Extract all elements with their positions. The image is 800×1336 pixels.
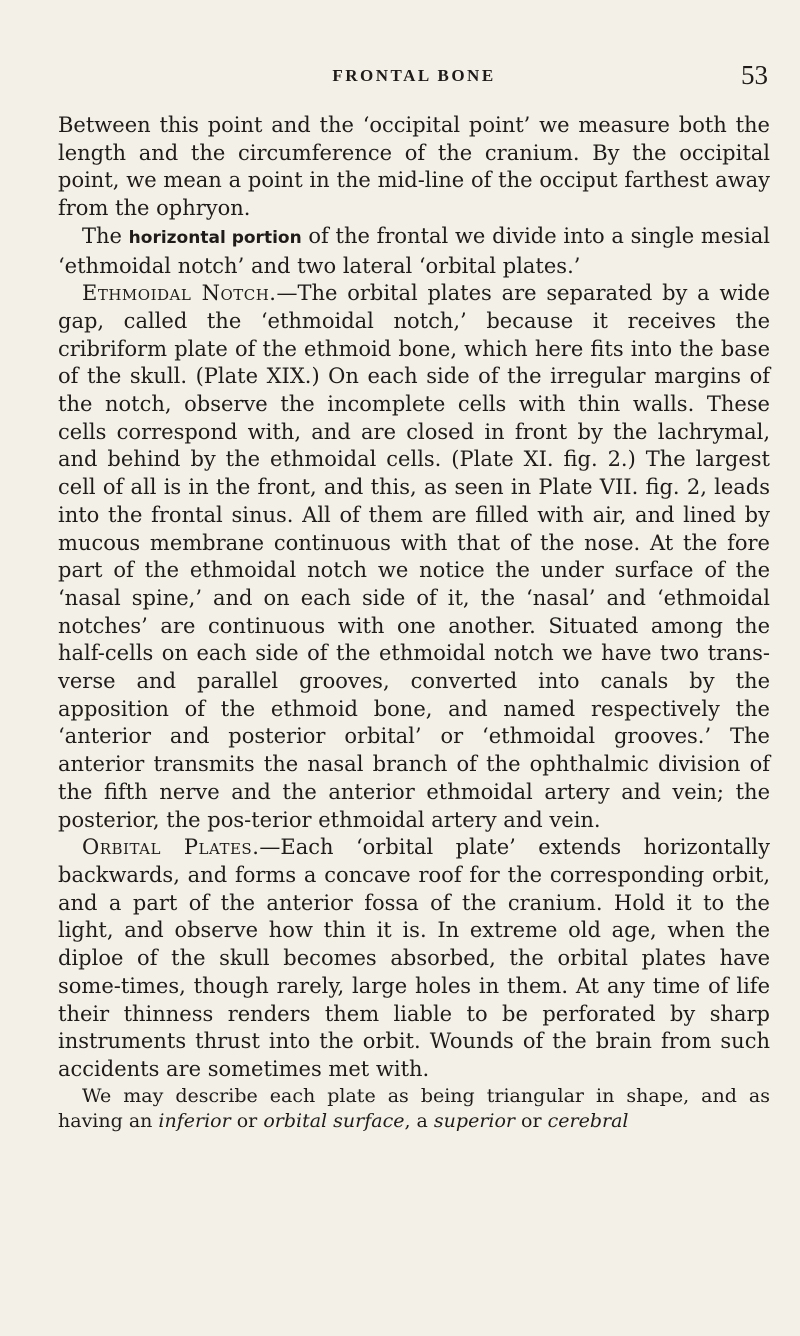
page-number: 53 — [741, 60, 768, 90]
body-text — [58, 112, 770, 1134]
paragraph-text: —The orbital plates are separated by a wide gap, called the ‘ethmoidal notch,’ because it receives the cribriform plate of the ethmoid bone, which here fits into the base of the skull. (Plate XIX.) On each side of the irregular margins of the notch, observe the incomplete cells with thin walls. These cells correspond with, and are closed in front by the lachrymal, and behind by the ethmoidal cells. (Plate XI. fig. 2.) The largest cell of all is in the front, and this, as seen in Plate VII. fig. 2, leads into the frontal sinus. All of them are filled with air, and lined by mucous membrane continuous with that of the nose. At the fore part of the ethmoidal notch we notice the under surface of the ‘nasal spine,’ and on each side of it, the ‘nasal’ and ‘ethmoidal notches’ are continuous with one another. Situated among the half-cells on each side of the ethmoidal notch we have two trans-verse and parallel grooves, converted into canals by the apposition of the ethmoid bone, and named respectively the ‘anterior and posterior orbital’ or ‘ethmoidal grooves.’ The anterior transmits the nasal branch of the ophthalmic division of the fifth nerve and the anterior ethmoidal artery and vein; the posterior, the pos-terior ethmoidal artery and vein. — [58, 281, 771, 832]
section-lead-ethmoidal-notch: Ethmoidal Notch. — [82, 281, 277, 306]
term-horizontal-portion: horizontal portion — [128, 227, 302, 248]
paragraph-plate-shape — [58, 1084, 770, 1135]
paragraph-text: The — [82, 223, 129, 248]
italic-term: superior — [433, 1110, 515, 1133]
paragraph-text: or — [230, 1110, 264, 1133]
paragraph-orbital-plates — [58, 834, 770, 1083]
paragraph-text: or — [515, 1110, 548, 1133]
italic-term: cerebral — [547, 1110, 629, 1133]
section-lead-orbital-plates: Orbital Plates. — [82, 835, 260, 860]
running-title: FRONTAL BONE — [332, 66, 496, 85]
paragraph-text: of the frontal we divide into a single mesial ‘ethmoidal notch’ and two lateral ‘orbital plates.’ — [58, 223, 771, 278]
paragraph-ethmoidal-notch — [58, 280, 770, 834]
running-head — [60, 60, 768, 96]
paragraph-text: —Each ‘orbital plate’ extends horizontally backwards, and forms a concave roof for the corresponding orbit, and a part of the anterior fossa of the cranium. Hold it to the light, and observe how thin it is. In extreme old age, when the diploe of the skull becomes absorbed, the orbital plates have some-times, though rarely, large holes in them. At any time of life their thinness renders them liable to be perforated by sharp instruments thrust into the orbit. Wounds of the brain from such accidents are sometimes met with. — [58, 835, 770, 1081]
paragraph-text: We may describe each plate as being triangular in shape, and as having an — [58, 1084, 770, 1133]
paragraph-text: , a — [404, 1110, 434, 1133]
paragraph-horizontal-portion — [58, 223, 770, 280]
paragraph-occipital-point: Between this point and the ‘occipital point’ we measure both the length and the circumference of the cranium. By the occipital point, we mean a point in the mid-line of the occiput farthest away from the ophryon. — [58, 113, 770, 221]
italic-term: inferior — [158, 1110, 231, 1133]
italic-term: orbital surface — [263, 1110, 405, 1133]
